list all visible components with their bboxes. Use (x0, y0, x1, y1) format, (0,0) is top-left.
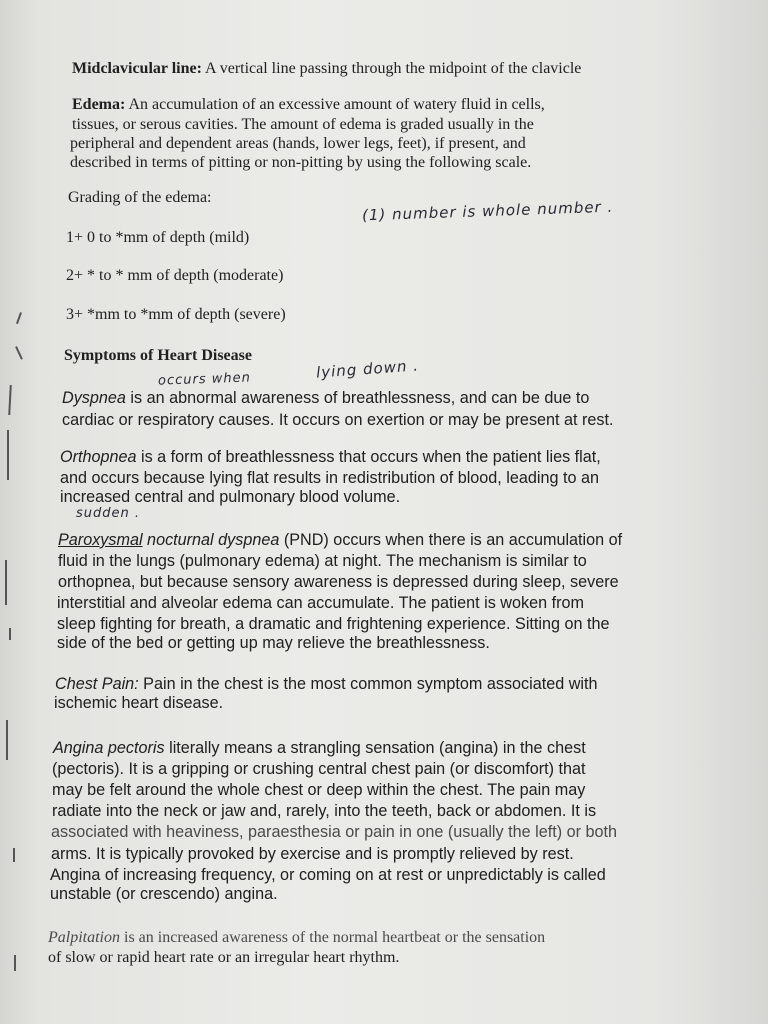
angina-line-1 (53, 738, 586, 758)
angina-line-4: radiate into the neck or jaw and, rarely, into the teeth, back or abdomen. It is (52, 802, 597, 820)
pnd-term-underlined: Paroxysmal (58, 531, 143, 549)
orthopnea-line-1 (60, 447, 601, 467)
pnd-line-2: fluid in the lungs (pulmonary edema) at night. The mechanism is similar to (58, 552, 587, 570)
edema-line-1 (72, 95, 545, 115)
margin-mark (9, 628, 11, 640)
margin-mark (13, 848, 15, 862)
pnd-line-5: sleep fighting for breath, a dramatic and frightening experience. Sitting on the (57, 615, 610, 633)
handwritten-lying-down: lying down . (315, 356, 420, 382)
margin-mark (14, 955, 16, 971)
edema-text-1: An accumulation of an excessive amount of watery fluid in cells, (125, 96, 545, 113)
handwritten-sudden: sudden . (76, 506, 141, 521)
pnd-line-1 (58, 530, 622, 550)
grading-item-3: 3+ *mm to *mm of depth (severe) (66, 306, 286, 323)
edema-line-4: described in terms of pitting or non-pitting by using the following scale. (70, 154, 532, 171)
angina-text-1: literally means a strangling sensation (angina) in the chest (164, 739, 586, 757)
palpitation-term: Palpitation (48, 929, 120, 946)
margin-mark (7, 430, 9, 480)
angina-line-5: associated with heaviness, paraesthesia or pain in one (usually the left) or both (51, 823, 617, 841)
chest-pain-term: Chest Pain: (55, 675, 139, 693)
margin-mark (5, 560, 7, 605)
orthopnea-line-2: and occurs because lying flat results in redistribution of blood, leading to an (60, 469, 600, 487)
dyspnea-line-1 (62, 388, 589, 408)
angina-line-3: may be felt around the whole chest or deep within the chest. The pain may (52, 781, 586, 799)
grading-item-1: 1+ 0 to *mm of depth (mild) (66, 229, 250, 246)
margin-mark (8, 385, 11, 415)
angina-term: Angina pectoris (53, 739, 165, 757)
edema-line-3: peripheral and dependent areas (hands, lower legs, feet), if present, and (70, 135, 526, 152)
edema-term: Edema: (72, 96, 126, 113)
grading-item-2: 2+ * to * mm of depth (moderate) (66, 267, 284, 284)
midclavicular-definition (72, 59, 581, 79)
pnd-line-6: side of the bed or getting up may relieve the breathlessness. (57, 634, 490, 652)
midclavicular-term: Midclavicular line: (72, 60, 202, 77)
dyspnea-term: Dyspnea (62, 389, 126, 407)
margin-mark (16, 312, 22, 324)
pnd-line-3: orthopnea, but because sensory awareness is depressed during sleep, severe (58, 573, 619, 591)
dyspnea-line-2: cardiac or respiratory causes. It occurs on exertion or may be present at rest. (62, 411, 614, 429)
pnd-term-rest: nocturnal dyspnea (142, 531, 280, 549)
orthopnea-term: Orthopnea (60, 448, 137, 466)
chest-pain-line-2: ischemic heart disease. (54, 694, 224, 712)
palpitation-text-1: is an increased awareness of the normal heartbeat or the sensation (120, 929, 546, 946)
chest-pain-text-1: Pain in the chest is the most common symptom associated with (138, 675, 598, 693)
orthopnea-text-1: is a form of breathlessness that occurs when the patient lies flat, (136, 448, 601, 466)
midclavicular-text: A vertical line passing through the midpoint of the clavicle (201, 60, 582, 77)
angina-line-8: unstable (or crescendo) angina. (50, 885, 278, 903)
palpitation-line-2: of slow or rapid heart rate or an irregular heart rhythm. (48, 949, 400, 966)
palpitation-line-1 (48, 928, 545, 948)
margin-mark (15, 346, 22, 359)
pnd-line-4: interstitial and alveolar edema can accumulate. The patient is woken from (57, 594, 584, 612)
dyspnea-text-1: is an abnormal awareness of breathlessness, and can be due to (125, 389, 590, 407)
angina-line-7: Angina of increasing frequency, or coming on at rest or unpredictably is called (50, 866, 606, 884)
edema-line-2: tissues, or serous cavities. The amount of edema is graded usually in the (72, 116, 534, 133)
symptoms-heading: Symptoms of Heart Disease (64, 347, 252, 364)
orthopnea-line-3: increased central and pulmonary blood volume. (60, 488, 401, 506)
pnd-text-1: (PND) occurs when there is an accumulation of (279, 531, 623, 549)
chest-pain-line-1 (55, 674, 598, 694)
handwritten-occurs-when: occurs when (157, 370, 252, 389)
grading-title: Grading of the edema: (68, 189, 212, 206)
margin-mark (6, 720, 8, 760)
angina-line-2: (pectoris). It is a gripping or crushing central chest pain (or discomfort) that (52, 760, 586, 778)
handwritten-number-note: (1) number is whole number . (361, 197, 614, 225)
angina-line-6: arms. It is typically provoked by exercise and is promptly relieved by rest. (51, 845, 574, 863)
